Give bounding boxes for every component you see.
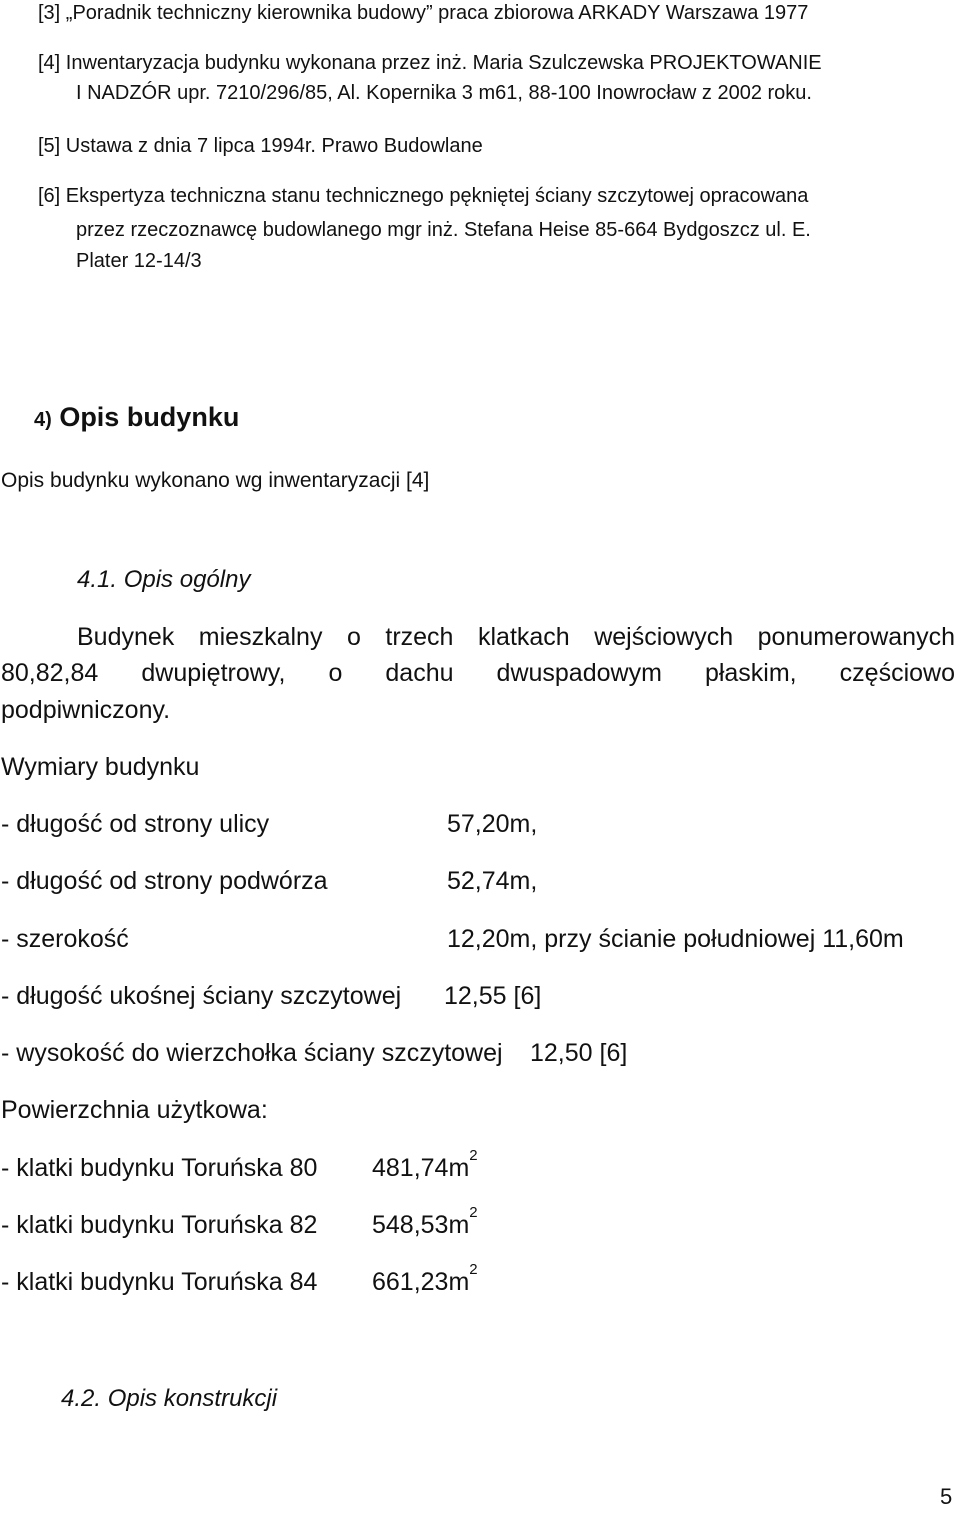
- reference-3: [3] „Poradnik techniczny kierownika budowy” praca zbiorowa ARKADY Warszawa 1977: [38, 2, 809, 24]
- dim-label: - długość od strony podwórza: [1, 867, 328, 895]
- area-label: - klatki budynku Toruńska 82: [1, 1211, 318, 1239]
- dim-value: 12,20m, przy ścianie południowej 11,60m: [447, 925, 904, 953]
- reference-4-cont: I NADZÓR upr. 7210/296/85, Al. Kopernika 3 m61, 88-100 Inowrocław z 2002 roku.: [76, 82, 812, 104]
- area-title: Powierzchnia użytkowa:: [1, 1096, 268, 1124]
- dim-value: 12,55 [6]: [444, 982, 542, 1010]
- subsection-title-4-1: 4.1. Opis ogólny: [77, 566, 251, 593]
- dimensions-title: Wymiary budynku: [1, 753, 200, 781]
- dim-value: 12,50 [6]: [530, 1039, 628, 1067]
- area-value: $548,53m^2$: [372, 1204, 478, 1239]
- dim-label: - długość ukośnej ściany szczytowej: [1, 982, 402, 1010]
- dim-label: - długość od strony ulicy: [1, 810, 270, 838]
- dim-label: - wysokość do wierzchołka ściany szczytowej: [1, 1039, 503, 1067]
- section-number: 4): [34, 409, 52, 431]
- superscript: 2: [469, 1147, 478, 1164]
- reference-6: [6] Ekspertyza techniczna stanu technicznego pękniętej ściany szczytowej opracowana: [38, 185, 809, 207]
- superscript: 2: [469, 1204, 478, 1221]
- subsection-title-4-2: 4.2. Opis konstrukcji: [61, 1385, 278, 1412]
- page-number: 5: [940, 1484, 953, 1509]
- dim-value: 57,20m,: [447, 810, 538, 838]
- section-title: Opis budynku: [59, 402, 240, 432]
- reference-6-cont2: Plater 12-14/3: [76, 250, 202, 272]
- superscript: 2: [469, 1261, 478, 1278]
- paragraph-line-3: podpiwniczony.: [1, 696, 171, 724]
- paragraph-line-2: 80,82,84 dwupiętrowy, o dachu dwuspadowym płaskim, częściowo: [1, 659, 955, 687]
- dim-value: 52,74m,: [447, 867, 538, 895]
- section-intro: Opis budynku wykonano wg inwentaryzacji [4]: [1, 469, 430, 492]
- area-label: - klatki budynku Toruńska 84: [1, 1268, 318, 1296]
- area-value: $481,74m^2$: [372, 1147, 478, 1182]
- section-heading: [34, 402, 239, 433]
- reference-5: [5] Ustawa z dnia 7 lipca 1994r. Prawo Budowlane: [38, 135, 483, 157]
- area-label: - klatki budynku Toruńska 80: [1, 1154, 318, 1182]
- reference-6-cont: przez rzeczoznawcę budowlanego mgr inż. Stefana Heise 85-664 Bydgoszcz ul. E.: [76, 219, 811, 241]
- paragraph-line-1: Budynek mieszkalny o trzech klatkach wejściowych ponumerowanych: [77, 623, 955, 651]
- area-value: $661,23m^2$: [372, 1261, 478, 1296]
- reference-4: [4] Inwentaryzacja budynku wykonana przez inż. Maria Szulczewska PROJEKTOWANIE: [38, 52, 822, 74]
- dim-label: - szerokość: [1, 925, 129, 953]
